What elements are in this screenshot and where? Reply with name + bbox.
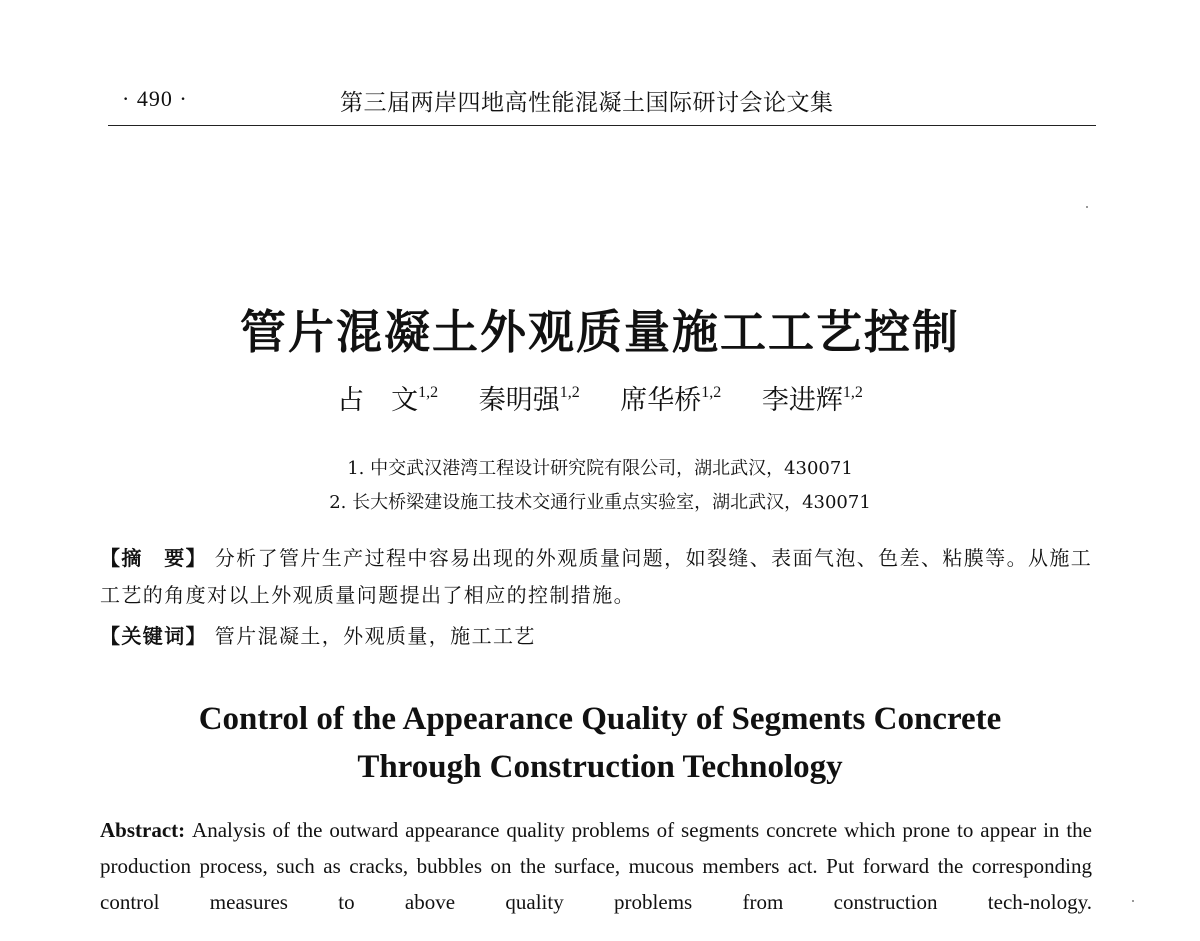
author-name: 席华桥 — [620, 385, 702, 416]
author-name: 李进辉 — [761, 385, 843, 416]
page-number: · 490 · — [122, 86, 188, 111]
author-affiliation-mark: 1,2 — [559, 384, 580, 401]
scan-speck — [1086, 206, 1088, 208]
author — [620, 385, 721, 416]
paper-title-en-line-1: Control of the Appearance Quality of Segments Concrete — [198, 701, 1002, 737]
author-affiliation-mark: 1,2 — [842, 384, 863, 401]
abstract-cn-text: 分析了管片生产过程中容易出现的外观质量问题，如裂缝、表面气泡、色差、粘膜等。从施工工艺的角度对以上外观质量问题提出了相应的控制措施。 — [100, 546, 1093, 607]
abstract-cn — [100, 540, 1100, 614]
author-affiliation-mark: 1,2 — [701, 384, 722, 401]
author — [479, 385, 580, 416]
affiliation-1: 1. 中交武汉港湾工程设计研究院有限公司，湖北武汉，430071 — [347, 458, 853, 479]
paper-title-cn: 管片混凝土外观质量施工工艺控制 — [240, 305, 960, 359]
header-rule — [108, 125, 1096, 126]
keywords-cn-text: 管片混凝土，外观质量，施工工艺 — [214, 624, 536, 648]
author-list — [0, 378, 1200, 417]
author — [762, 385, 863, 416]
author-affiliation-mark: 1,2 — [418, 384, 439, 401]
keywords-cn-label: 【关键词】 — [100, 624, 207, 648]
scan-speck — [1132, 900, 1134, 902]
abstract-en: Abstract: Analysis of the outward appearance quality problems of segments concrete which prone to appear in the production process, such as cracks, bubbles on the surface, mucous members act. Put forward the corresponding control measures to above quality problems from construction tech-nology. — [100, 818, 1092, 914]
affiliation-2: 2. 长大桥梁建设施工技术交通行业重点实验室，湖北武汉，430071 — [329, 492, 871, 513]
abstract-en-text: Analysis of the outward appearance quality problems of segments concrete which prone to appear in the production process, such as cracks, bubbles on the surface, mucous members act. Put forward the corresponding control measures to above quality problems from construction tech-nology. — [100, 818, 1092, 914]
paper-title-en — [0, 695, 1200, 791]
author-name: 占 文 — [337, 385, 419, 416]
author — [337, 385, 438, 416]
abstract-en-label: Abstract — [100, 818, 179, 842]
author-name: 秦明强 — [478, 385, 560, 416]
abstract-cn-label: 【摘 要】 — [100, 546, 207, 570]
keywords-cn — [100, 620, 1100, 649]
paper-title-en-line-2: Through Construction Technology — [357, 749, 843, 785]
journal-title: 第三届两岸四地高性能混凝土国际研讨会论文集 — [340, 90, 834, 116]
